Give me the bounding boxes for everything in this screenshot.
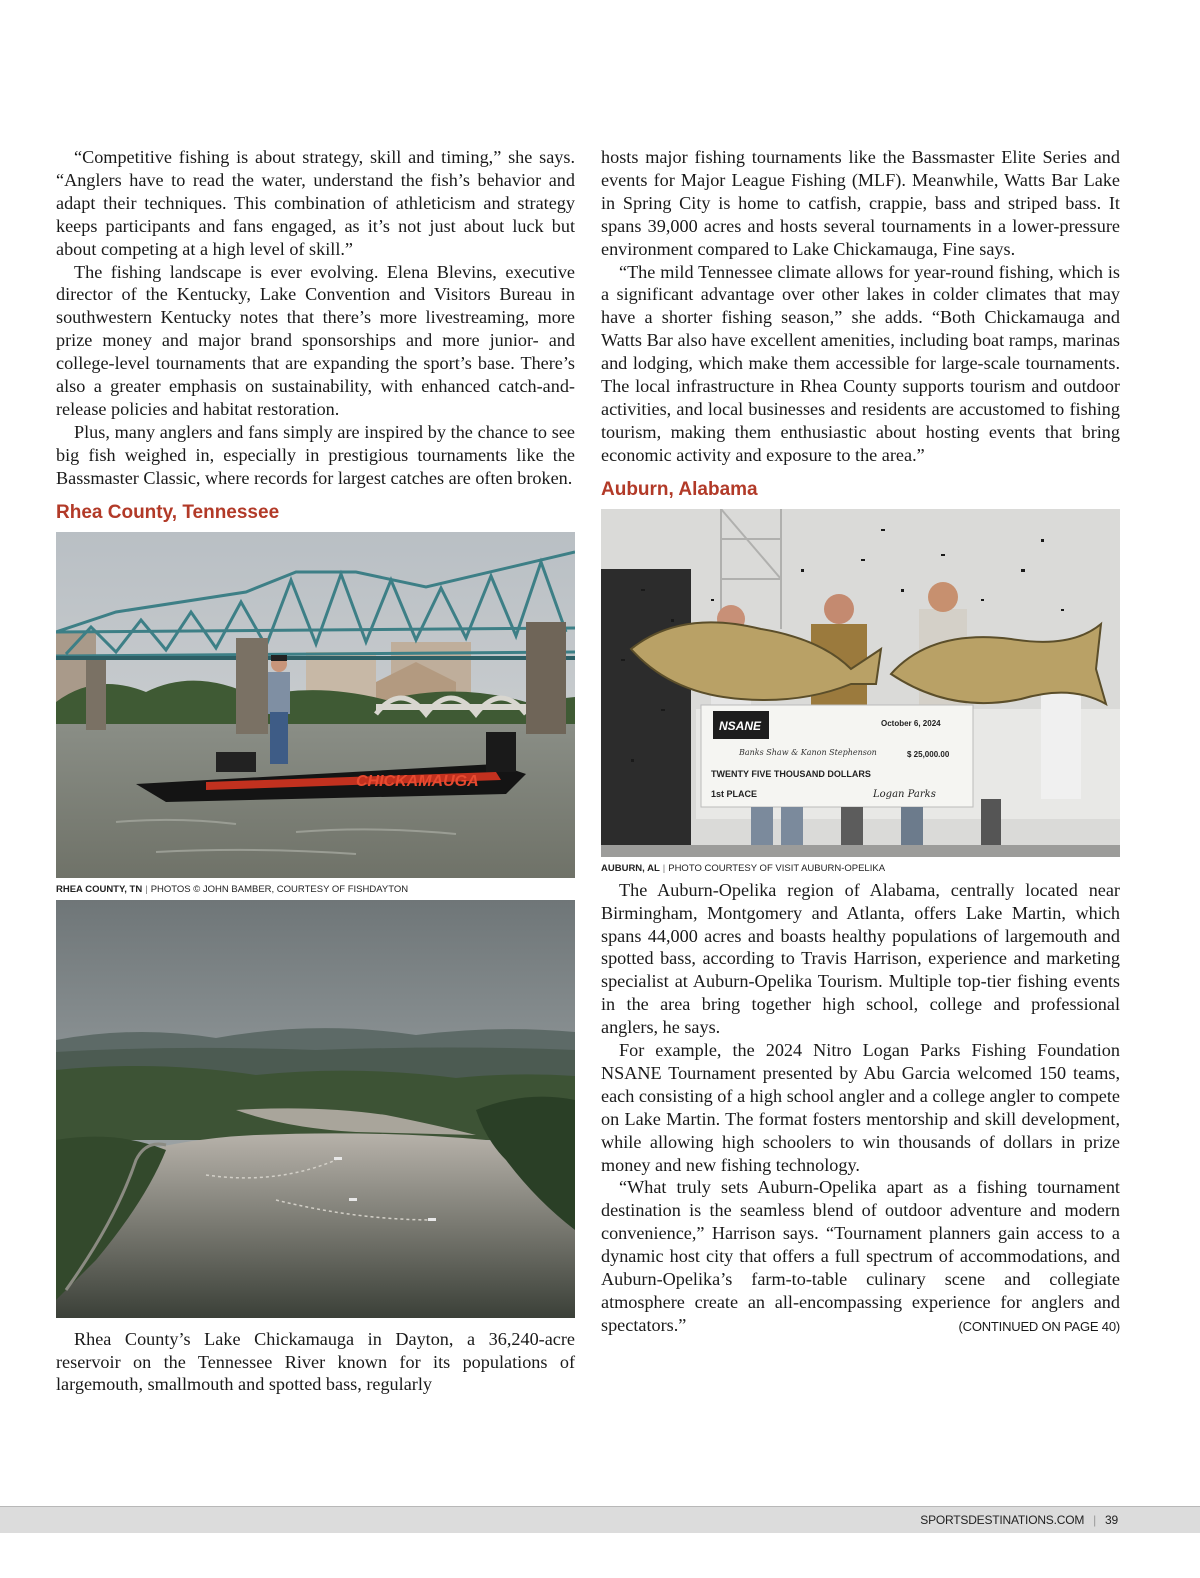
article-paragraph: Rhea County’s Lake Chickamauga in Dayton, a 36,240-acre reservoir on the Tennessee River known for its populations of largemouth, smallmouth and spotted bass, regularly (56, 1328, 575, 1395)
photo-rhea-bridge-boat (56, 532, 575, 878)
article-paragraph: “The mild Tennessee climate allows for year-round fishing, which is a significant advantage over other lakes in colder climates that may have a shorter fishing season,” she adds. “Both Chickamauga and Watts Bar also have excellent amenities, including boat ramps, marinas and lodging, which make them accessible for large-scale tournaments. The local infrastructure in Rhea County supports tourism and outdoor activities, and local businesses and residents are accustomed to fishing tourism, making them enthusiastic about hosting events that bring economic activity and exposure to the area.” (601, 261, 1120, 465)
section-heading-auburn: Auburn, Alabama (601, 478, 758, 500)
article-paragraph: hosts major fishing tournaments like the Bassmaster Elite Series and events for Major League Fishing (MLF). Meanwhile, Watts Bar Lake in Spring City is home to catfish, crappie, bass and striped bass. It spans 39,000 acres and hosts several tournaments in a lower-pressure environment compared to Lake Chickamauga, Fine says. (601, 147, 1120, 259)
left-column (56, 146, 575, 1396)
check-amount: $ 25,000.00 (907, 749, 950, 759)
caption-credit: PHOTOS © JOHN BAMBER, COURTESY OF FISHDAYTON (150, 883, 409, 895)
check-amount-words: TWENTY FIVE THOUSAND DOLLARS (711, 768, 871, 779)
caption-credit: PHOTO COURTESY OF VISIT AUBURN-OPELIKA (668, 862, 886, 874)
footer-text: SPORTSDESTINATIONS.COM | 39 (920, 1513, 1118, 1527)
check-date: October 6, 2024 (881, 718, 941, 728)
continued-note: (CONTINUED ON PAGE 40) (958, 1318, 1120, 1334)
footer-site: SPORTSDESTINATIONS.COM (920, 1513, 1085, 1527)
article-paragraph: Plus, many anglers and fans simply are inspired by the chance to see big fish weighed in, especially in prestigious tournaments like the Bassmaster Classic, where records for largest catches are often broken. (56, 421, 575, 488)
right-column (601, 146, 1120, 1337)
photo-rhea-aerial-lake (56, 900, 575, 1318)
section-heading-rhea-county: Rhea County, Tennessee (56, 501, 280, 523)
check-memo: 1st PLACE (711, 788, 758, 799)
check-payee: Banks Shaw & Kanon Stephenson (739, 747, 877, 757)
photo-caption-auburn: AUBURN, AL | PHOTO COURTESY OF VISIT AUBURN-OPELIKA (601, 862, 886, 874)
page-footer (0, 1506, 1200, 1533)
article-paragraph: “Competitive fishing is about strategy, skill and timing,” she says. “Anglers have to read the water, understand the fish’s behavior and adapt their techniques. This combination of athleticism and strategy keeps participants and fans engaged, as it’s not just about luck but about competing at a high level of skill.” (56, 147, 575, 259)
caption-location: RHEA COUNTY, TN (56, 883, 143, 895)
article-paragraph: For example, the 2024 Nitro Logan Parks Fishing Foundation NSANE Tournament presented by Abu Garcia welcomed 150 teams, each consisting of a high school angler and a college angler to compete on Lake Martin. The format fosters mentorship and skill development, while allowing high schoolers to win thousands of dollars in prize money and new fishing technology. (601, 1040, 1120, 1175)
article-paragraph: The fishing landscape is ever evolving. Elena Blevins, executive director of the Kentucky, Lake Convention and Visitors Bureau in southwestern Kentucky notes that there’s more livestreaming, more prize money and major brand sponsorships and more junior- and college-level tournaments that are expanding the sport’s base. There’s also a greater emphasis on sustainability, with enhanced catch-and-release policies and habitat restoration. (56, 261, 575, 419)
photo-caption-rhea: RHEA COUNTY, TN | PHOTOS © JOHN BAMBER, COURTESY OF FISHDAYTON (56, 883, 409, 895)
article-paragraph (601, 1176, 1120, 1336)
photo-auburn-check (601, 509, 1120, 857)
closing-quote-text: “What truly sets Auburn-Opelika apart as a fishing tournament destination is the seamless blend of outdoor adventure and modern convenience,” Harrison says. “Tournament planners gain access to a dynamic host city that offers a full spectrum of accommodations, and Auburn-Opelika’s farm-to-table culinary scene and collegiate atmosphere create an all-encompassing experience for anglers and spectators.” (601, 1177, 1120, 1335)
boat-name-text: CHICKAMAUGA (356, 772, 479, 790)
caption-location: AUBURN, AL (601, 862, 660, 874)
article-paragraph: The Auburn-Opelika region of Alabama, centrally located near Birmingham, Montgomery and Atlanta, offers Lake Martin, which spans 44,000 acres and boasts healthy populations of largemouth and spotted bass, according to Travis Harrison, experience and marketing specialist at Auburn-Opelika Tourism. Multiple top-tier fishing events in the area bring together high school, college and professional anglers, he says. (601, 879, 1120, 1038)
check-signature: Logan Parks (873, 788, 936, 800)
page-number: 39 (1105, 1513, 1118, 1527)
check-logo-text: NSANE (719, 718, 762, 733)
